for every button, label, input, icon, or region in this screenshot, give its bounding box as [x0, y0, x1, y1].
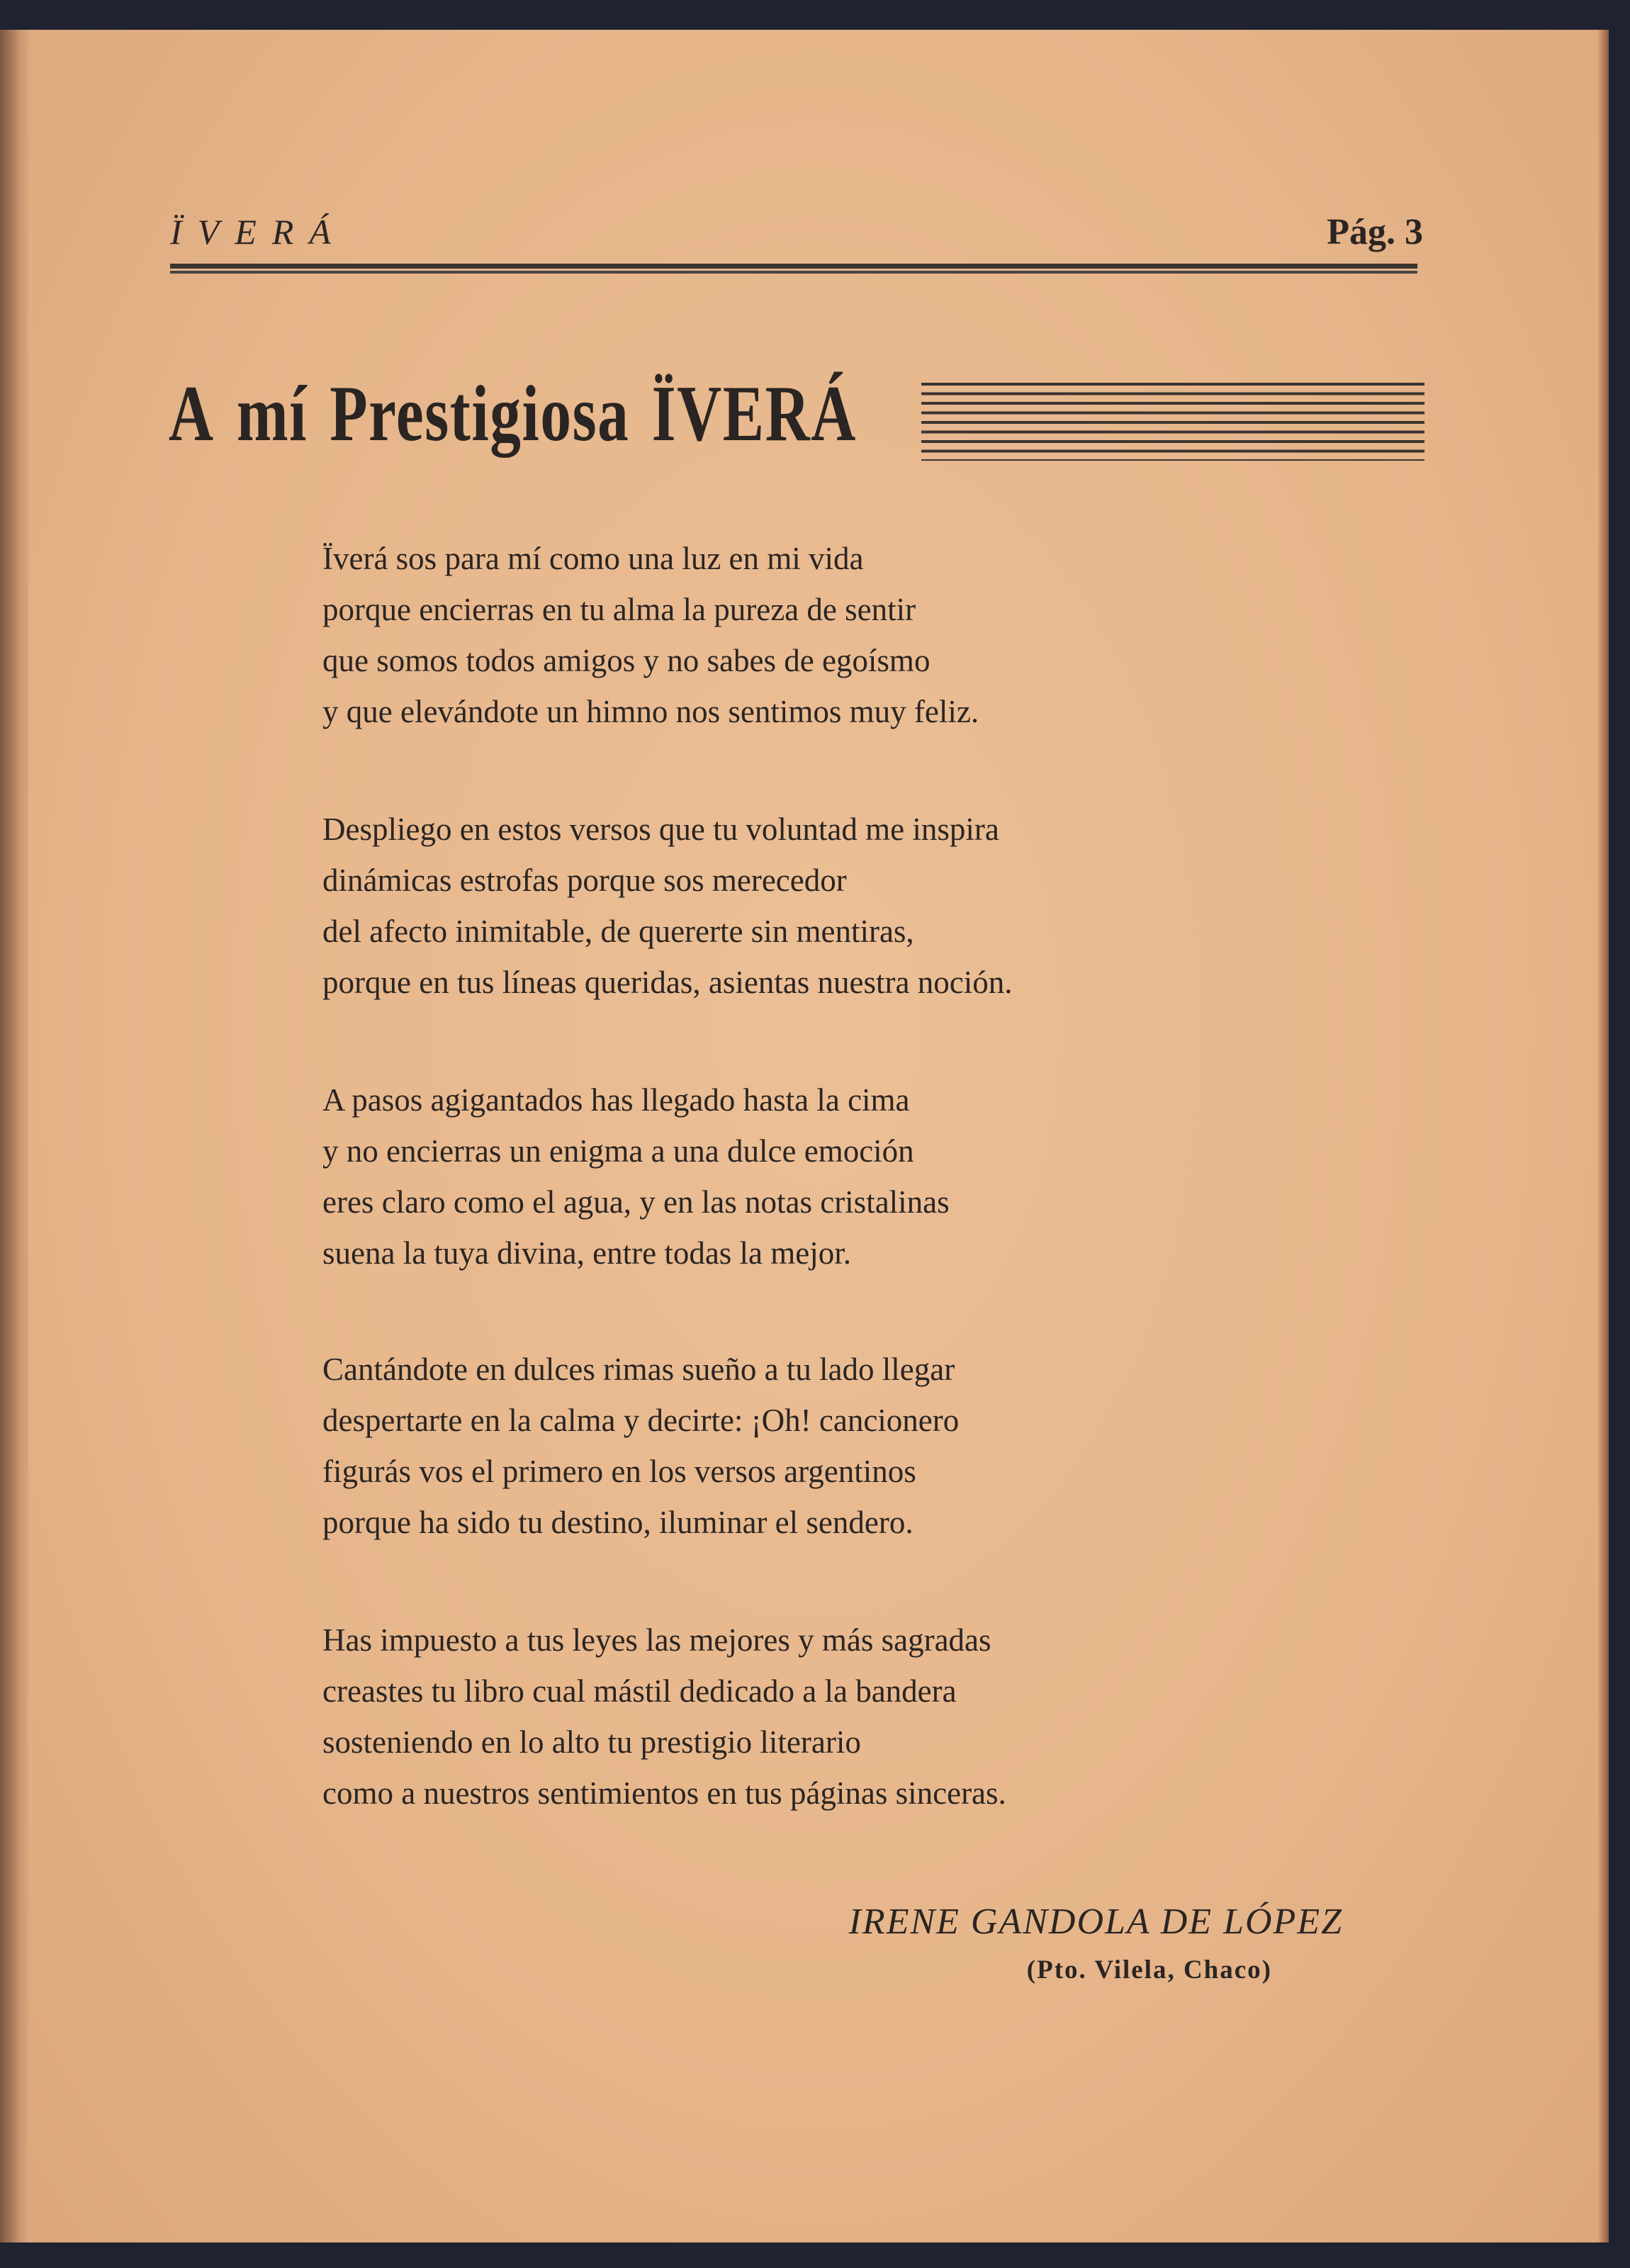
- verse-line: porque en tus líneas queridas, asientas nuestra noción.: [322, 965, 1013, 1000]
- author-location: (Pto. Vilela, Chaco): [1026, 1955, 1272, 1984]
- verse-line: y que elevándote un himno nos sentimos muy feliz.: [322, 694, 979, 729]
- verse-line: y no encierras un enigma a una dulce emoción: [322, 1133, 914, 1169]
- verse-line: Has impuesto a tus leyes las mejores y más sagradas: [322, 1622, 991, 1658]
- stanza-2: [322, 804, 1012, 1008]
- stanza-5: [322, 1615, 1006, 1819]
- title-word: ÏVERÁ: [651, 370, 857, 458]
- verse-line: porque encierras en tu alma la pureza de sentir: [322, 592, 916, 627]
- verse-line: Despliego en estos versos que tu voluntad me inspira: [322, 812, 999, 847]
- verse-line: porque ha sido tu destino, iluminar el sendero.: [322, 1505, 914, 1540]
- verse-line: sosteniendo en lo alto tu prestigio literario: [322, 1724, 861, 1760]
- verse-line: como a nuestros sentimientos en tus páginas sinceras.: [322, 1775, 1006, 1811]
- title-word: A: [169, 370, 215, 458]
- verse-line: Cantándote en dulces rimas sueño a tu lado llegar: [322, 1352, 955, 1387]
- running-header-title: ÏVERÁ: [170, 212, 347, 252]
- stanza-4: [322, 1344, 959, 1548]
- page-number: Pág. 3: [1327, 212, 1423, 252]
- verse-line: suena la tuya divina, entre todas la mejor.: [322, 1235, 852, 1271]
- title-word: mí: [236, 370, 308, 458]
- decorative-lines: [921, 383, 1424, 461]
- poem-title: [169, 369, 857, 460]
- verse-line: que somos todos amigos y no sabes de egoísmo: [322, 643, 931, 678]
- verse-line: eres claro como el agua, y en las notas cristalinas: [322, 1184, 950, 1220]
- verse-line: figurás vos el primero en los versos argentinos: [322, 1454, 916, 1489]
- stanza-1: [322, 533, 979, 737]
- title-word: Prestigiosa: [330, 370, 630, 458]
- page-edge: [1598, 30, 1609, 2242]
- verse-line: dinámicas estrofas porque sos merecedor: [322, 863, 847, 898]
- verse-line: despertarte en la calma y decirte: ¡Oh! cancionero: [322, 1403, 960, 1438]
- header-rule: [170, 264, 1417, 271]
- stanza-3: [322, 1074, 950, 1279]
- author-signature: IRENE GANDOLA DE LÓPEZ: [848, 1902, 1343, 1942]
- verse-line: A pasos agigantados has llegado hasta la cima: [322, 1082, 910, 1118]
- verse-line: del afecto inimitable, de quererte sin mentiras,: [322, 914, 914, 949]
- verse-line: Ïverá sos para mí como una luz en mi vida: [322, 541, 864, 576]
- verse-line: creastes tu libro cual mástil dedicado a la bandera: [322, 1673, 957, 1709]
